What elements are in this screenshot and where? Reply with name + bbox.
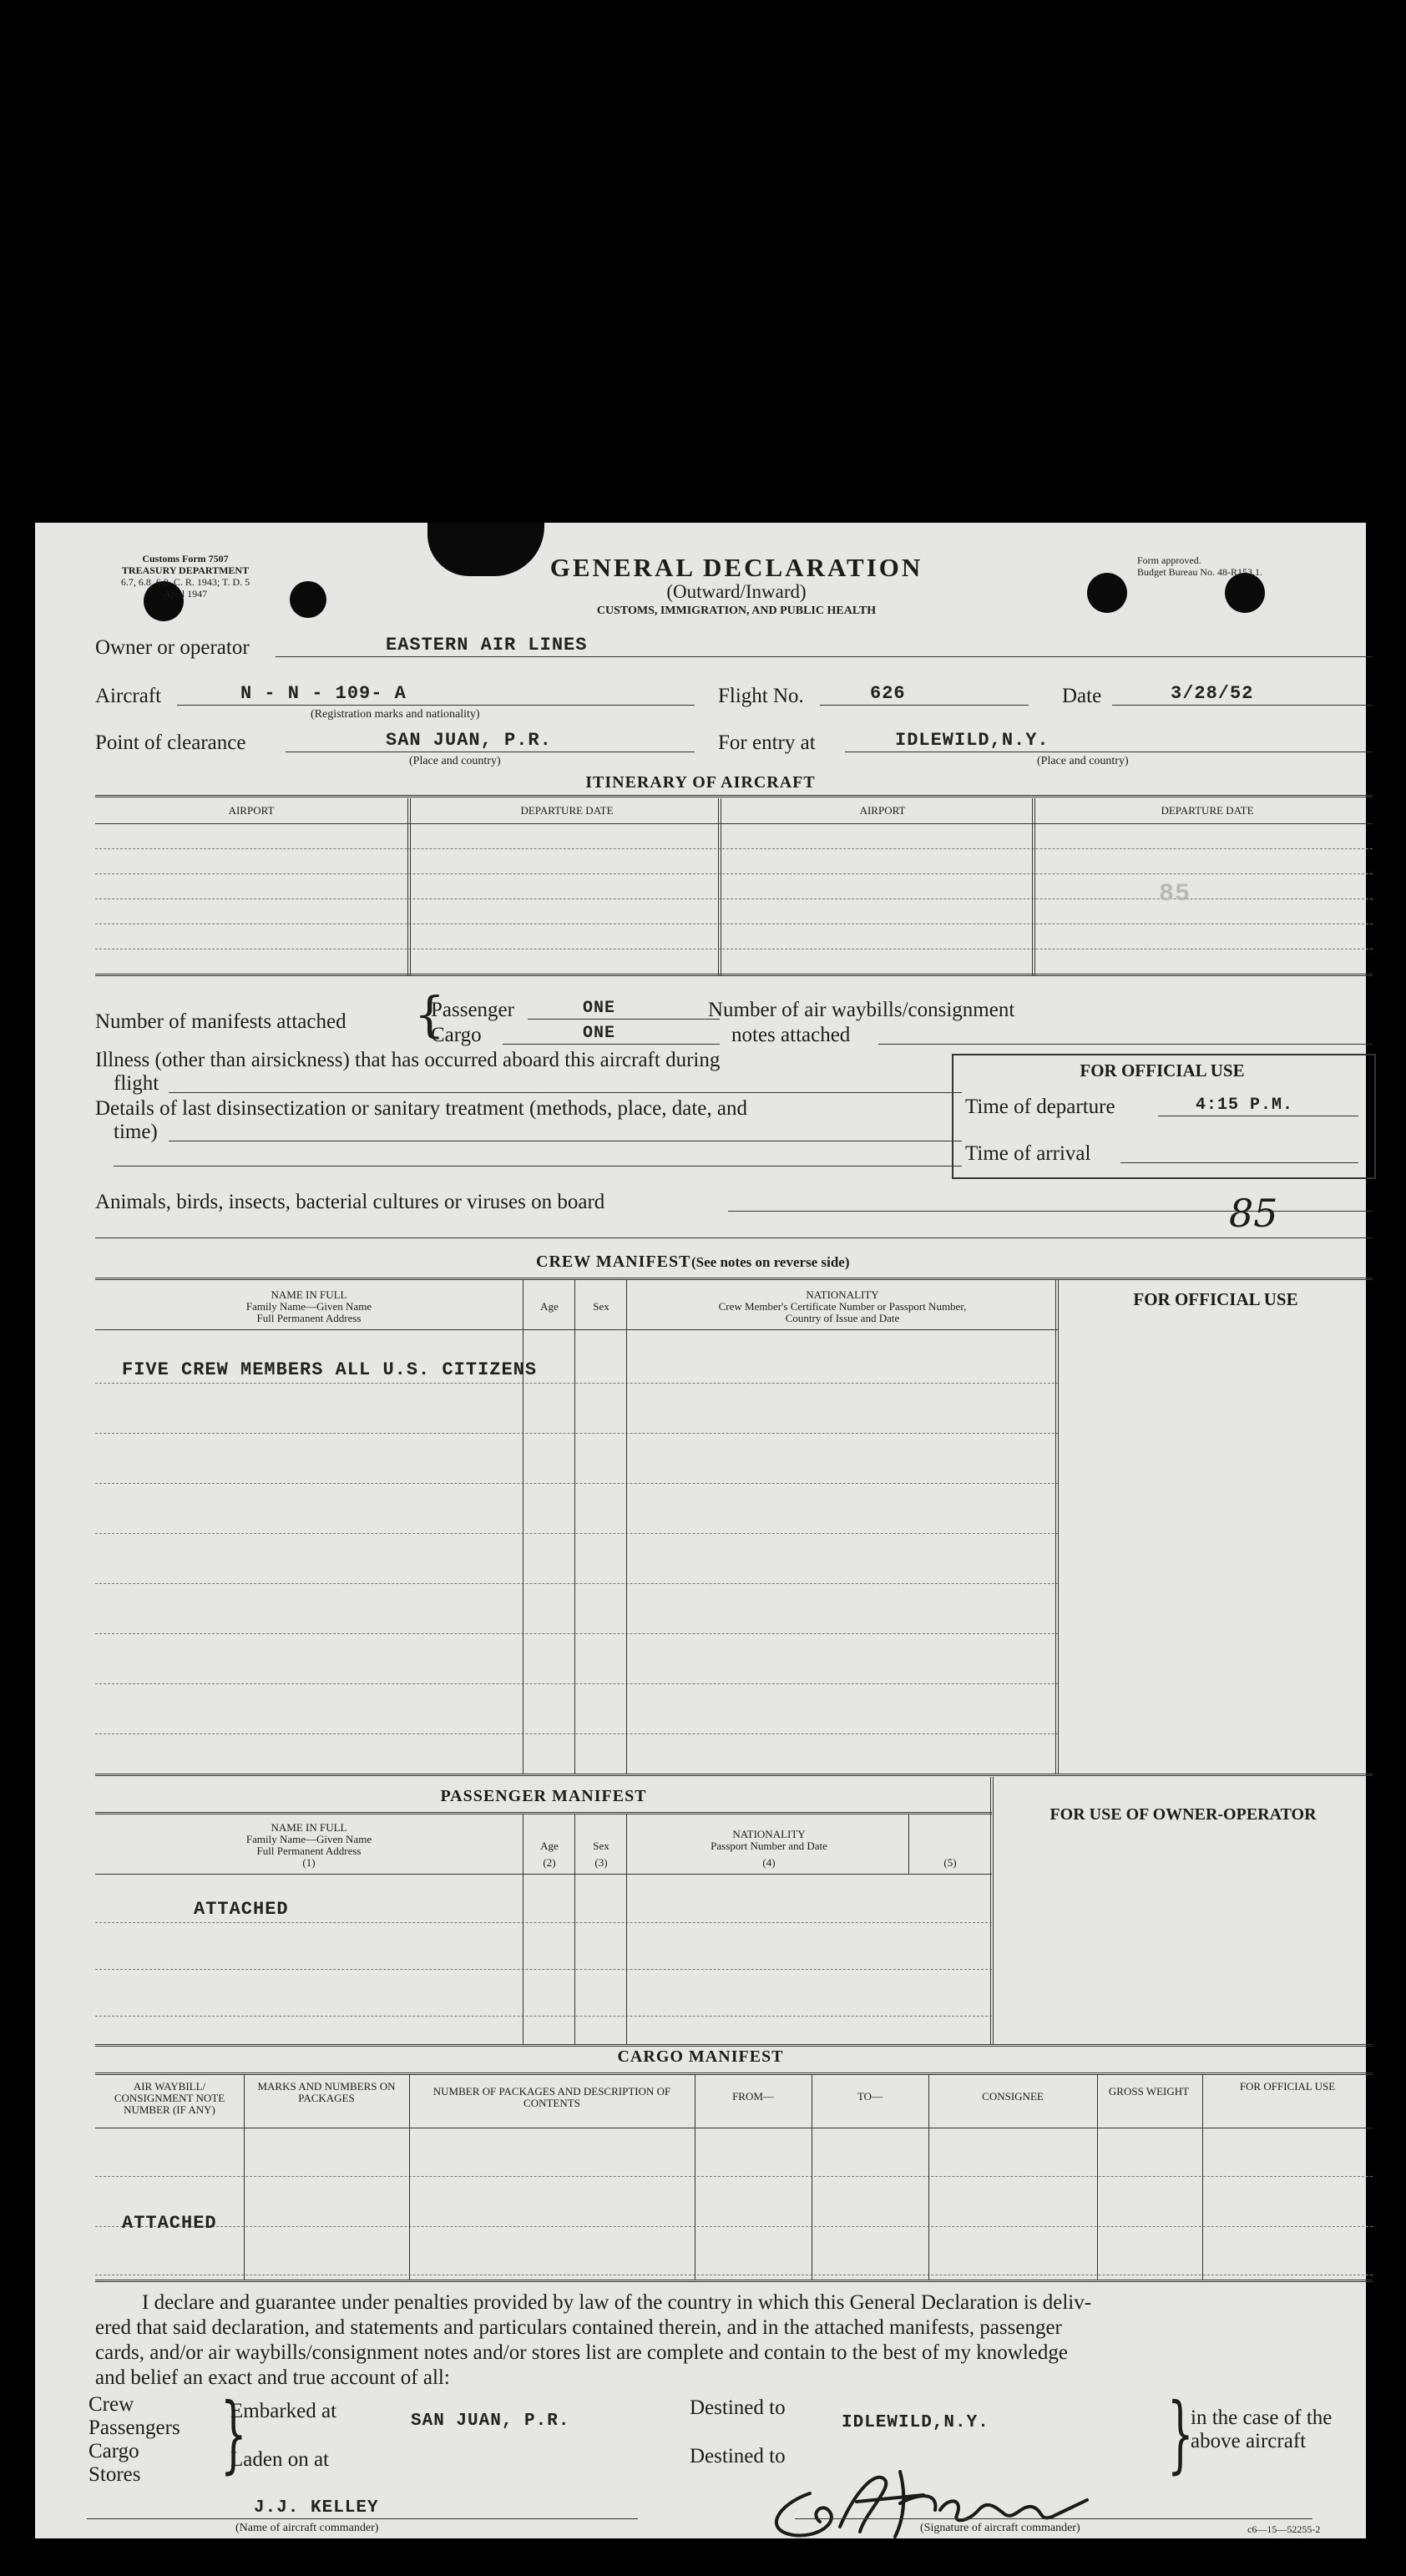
departure-time-label: Time of departure xyxy=(965,1096,1115,1118)
date-value: 3/28/52 xyxy=(1171,683,1254,704)
cargo-col-packages: NUMBER OF PACKAGES AND DESCRIPTION OF CONTENTS xyxy=(432,2085,671,2109)
laden-label: Laden on at xyxy=(230,2448,330,2471)
destined-label-1: Destined to xyxy=(690,2396,786,2419)
departure-time-value: 4:15 P.M. xyxy=(1196,1096,1294,1115)
clearance-caption: (Place and country) xyxy=(409,755,501,767)
destined-value: IDLEWILD,N.Y. xyxy=(842,2413,989,2432)
itinerary-title: ITINERARY OF AIRCRAFT xyxy=(585,773,816,792)
clearance-label: Point of clearance xyxy=(95,731,246,754)
passenger-col-5: (5) xyxy=(943,1856,957,1869)
cargo-entry: ATTACHED xyxy=(122,2213,217,2234)
cargo-manifest-title: CARGO MANIFEST xyxy=(617,2047,784,2066)
crew-col-name-address: Full Permanent Address xyxy=(256,1312,362,1324)
crew-manifest-notes: (See notes on reverse side) xyxy=(691,1254,850,1270)
illness-label-2: flight xyxy=(114,1072,159,1095)
entry-caption: (Place and country) xyxy=(1037,755,1129,767)
form-title: GENERAL DECLARATION xyxy=(549,553,923,582)
passenger-col-sex-num: (3) xyxy=(594,1856,608,1869)
punch-hole xyxy=(290,581,326,618)
declaration-brace-right: } xyxy=(1166,2385,1194,2482)
date-label: Date xyxy=(1062,685,1102,707)
form-date-issued: April 1947 xyxy=(163,588,208,600)
passenger-col-nationality-sub: Passport Number and Date xyxy=(711,1840,827,1852)
clearance-value: SAN JUAN, P.R. xyxy=(386,730,552,751)
crew-entry: FIVE CREW MEMBERS ALL U.S. CITIZENS xyxy=(122,1359,538,1380)
flight-number-label: Flight No. xyxy=(718,685,804,707)
manifests-brace: { xyxy=(414,986,445,1043)
declaration-text-3: cards, and/or air waybills/consignment notes and/or stores list are complete and contain to the best of my knowledge xyxy=(95,2341,1068,2364)
passenger-manifest-title: PASSENGER MANIFEST xyxy=(440,1787,647,1805)
entry-value: IDLEWILD,N.Y. xyxy=(895,730,1049,751)
passenger-manifest-count: ONE xyxy=(583,999,616,1018)
animals-label: Animals, birds, insects, bacterial cultures or viruses on board xyxy=(95,1191,605,1213)
crew-col-sex: Sex xyxy=(593,1300,609,1313)
aircraft-caption: (Registration marks and nationality) xyxy=(311,708,480,721)
signature-caption: (Signature of aircraft commander) xyxy=(920,2522,1080,2534)
manifests-label: Number of manifests attached xyxy=(95,1010,346,1033)
case-label-1: in the case of the xyxy=(1191,2406,1333,2429)
passenger-col-age: Age xyxy=(540,1840,559,1852)
declaration-text-2: ered that said declaration, and statements and particulars contained therein, and in the attached manifests, passenger xyxy=(95,2316,1062,2339)
passenger-col-name-num: (1) xyxy=(302,1856,316,1869)
cargo-label: Cargo xyxy=(431,1024,482,1046)
aircraft-label: Aircraft xyxy=(95,685,162,707)
crew-col-nationality-sub: Crew Member's Certificate Number or Passport Number, xyxy=(718,1300,967,1313)
cargo-manifest-count: ONE xyxy=(583,1024,616,1043)
punch-hole xyxy=(1087,573,1127,613)
crew-official-use: FOR OFFICIAL USE xyxy=(1133,1289,1298,1309)
cargo-col-marks: MARKS AND NUMBERS ON PACKAGES xyxy=(257,2080,396,2104)
embarked-value: SAN JUAN, P.R. xyxy=(411,2412,570,2431)
crew-col-name-sub: Family Name—Given Name xyxy=(245,1300,372,1313)
official-use-title: FOR OFFICIAL USE xyxy=(1080,1060,1245,1081)
arrival-time-label: Time of arrival xyxy=(965,1142,1091,1165)
budget-bureau-number: Budget Bureau No. 48-R153.1. xyxy=(1137,566,1262,578)
passenger-col-name-address: Full Permanent Address xyxy=(256,1845,362,1857)
passenger-col-nationality: NATIONALITY xyxy=(732,1828,806,1840)
passenger-col-name-sub: Family Name—Given Name xyxy=(245,1833,372,1845)
cargo-col-consignee: CONSIGNEE xyxy=(982,2090,1044,2103)
commander-name: J.J. KELLEY xyxy=(254,2498,379,2518)
crew-col-nationality-sub2: Country of Issue and Date xyxy=(785,1312,900,1324)
form-approved: Form approved. xyxy=(1137,554,1201,566)
cargo-col-waybill: AIR WAYBILL/ CONSIGNMENT NOTE NUMBER (IF ANY) xyxy=(114,2080,225,2116)
form-dept: TREASURY DEPARTMENT xyxy=(121,564,250,576)
aircraft-value: N - N - 109- A xyxy=(240,683,407,704)
declaration-item-crew: Crew xyxy=(89,2393,134,2416)
form-cfr: 6.7, 6.8, 6.9, C. R. 1943; T. D. 5 xyxy=(120,576,250,588)
form-subtitle: (Outward/Inward) xyxy=(666,581,807,602)
passenger-col-nationality-num: (4) xyxy=(762,1856,776,1869)
waybills-label-2: notes attached xyxy=(731,1024,851,1046)
passenger-label: Passenger xyxy=(431,999,514,1021)
passenger-col-sex: Sex xyxy=(593,1840,609,1852)
cargo-col-official: FOR OFFICIAL USE xyxy=(1239,2080,1336,2093)
passenger-col-age-num: (2) xyxy=(543,1856,556,1869)
crew-col-nationality: NATIONALITY xyxy=(806,1288,879,1301)
entry-label: For entry at xyxy=(718,731,816,754)
waybills-label: Number of air waybills/consignment xyxy=(708,999,1015,1021)
itinerary-col-airport: AIRPORT xyxy=(228,804,275,817)
disinsect-label: Details of last disinsectization or sanitary treatment (methods, place, date, and xyxy=(95,1097,747,1120)
crew-col-name: NAME IN FULL xyxy=(271,1288,347,1301)
punch-hole xyxy=(1225,573,1265,613)
crew-manifest-title: CREW MANIFEST xyxy=(536,1253,691,1271)
form-id: Customs Form 7507 xyxy=(142,553,229,564)
owner-operator-use: FOR USE OF OWNER-OPERATOR xyxy=(1049,1805,1317,1824)
itinerary-col-departure-date: DEPARTURE DATE xyxy=(1161,804,1254,817)
form-agency: CUSTOMS, IMMIGRATION, AND PUBLIC HEALTH xyxy=(596,605,877,617)
declaration-brace: } xyxy=(220,2385,247,2482)
crew-col-age: Age xyxy=(540,1300,559,1313)
declaration-text-1: I declare and guarantee under penalties provided by law of the country in which this General Declaration is deliv- xyxy=(142,2291,1092,2314)
cargo-col-from: FROM— xyxy=(732,2090,774,2103)
itinerary-col-airport: AIRPORT xyxy=(859,804,906,817)
cargo-col-to: TO— xyxy=(857,2090,883,2103)
case-label-2: above aircraft xyxy=(1191,2430,1307,2452)
itinerary-col-departure-date: DEPARTURE DATE xyxy=(520,804,614,817)
illness-label: Illness (other than airsickness) that has occurred aboard this aircraft during xyxy=(95,1049,721,1071)
itinerary-stamp: 85 xyxy=(1159,880,1191,908)
print-code: c6—15—52255-2 xyxy=(1247,2523,1321,2535)
owner-label: Owner or operator xyxy=(95,636,250,659)
declaration-item-passengers: Passengers xyxy=(89,2417,180,2439)
declaration-item-stores: Stores xyxy=(89,2463,141,2486)
declaration-form xyxy=(35,523,1366,2538)
passenger-entry: ATTACHED xyxy=(194,1899,289,1920)
flight-number-value: 626 xyxy=(870,683,906,704)
owner-value: EASTERN AIR LINES xyxy=(386,635,588,655)
passenger-col-name: NAME IN FULL xyxy=(271,1821,347,1834)
handwritten-number: 85 xyxy=(1229,1191,1278,1236)
embarked-label: Embarked at xyxy=(230,2400,337,2422)
destined-label-2: Destined to xyxy=(690,2445,786,2467)
declaration-text-4: and belief an exact and true account of all: xyxy=(95,2366,450,2389)
disinsect-label-2: time) xyxy=(114,1121,158,1143)
cargo-col-weight: GROSS WEIGHT xyxy=(1108,2085,1190,2098)
declaration-item-cargo: Cargo xyxy=(89,2440,139,2462)
commander-name-caption: (Name of aircraft commander) xyxy=(235,2522,379,2534)
